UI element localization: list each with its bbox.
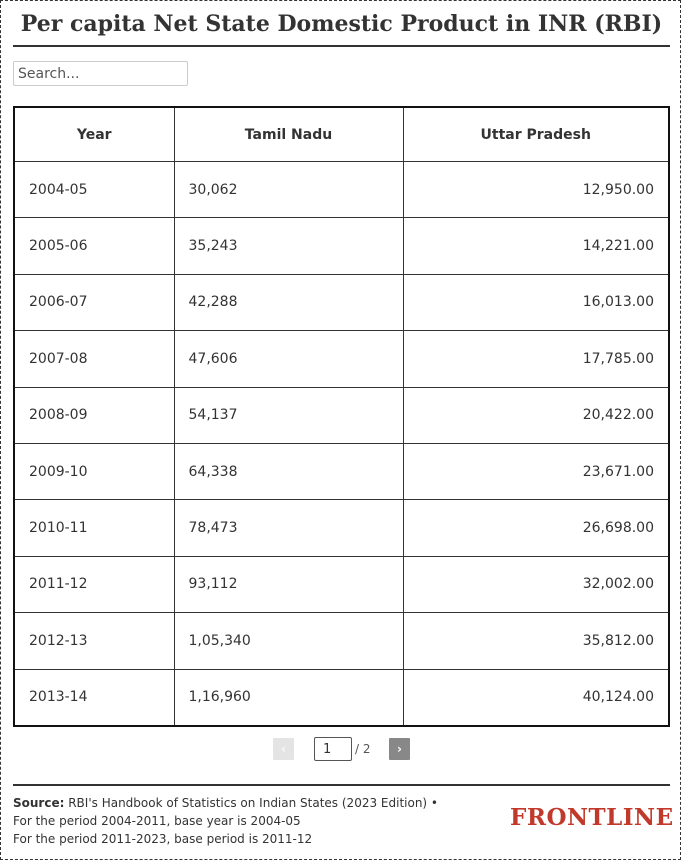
cell-tamil-nadu: 35,243 — [174, 218, 403, 274]
table-body — [14, 162, 669, 726]
search-input[interactable] — [13, 61, 188, 86]
table-row — [14, 500, 669, 556]
cell-uttar-pradesh: 23,671.00 — [403, 443, 669, 499]
table-row — [14, 556, 669, 612]
next-page-button[interactable]: › — [389, 738, 410, 760]
footer-notes — [13, 794, 438, 848]
pagination — [0, 737, 681, 761]
cell-year: 2007-08 — [14, 331, 174, 387]
column-header-year[interactable]: Year — [14, 107, 174, 162]
title-divider — [13, 45, 670, 47]
cell-tamil-nadu: 47,606 — [174, 331, 403, 387]
cell-year: 2008-09 — [14, 387, 174, 443]
cell-year: 2010-11 — [14, 500, 174, 556]
previous-page-button[interactable]: ‹ — [273, 738, 294, 760]
cell-tamil-nadu: 93,112 — [174, 556, 403, 612]
cell-year: 2004-05 — [14, 162, 174, 218]
frontline-logo: FRONTLINE — [510, 804, 674, 831]
footer-divider — [13, 784, 670, 786]
footer-note-2: For the period 2011-2023, base period is 2011-12 — [13, 832, 313, 846]
column-header-tamil-nadu[interactable]: Tamil Nadu — [174, 107, 403, 162]
source-line — [13, 794, 438, 812]
column-header-uttar-pradesh[interactable]: Uttar Pradesh — [403, 107, 669, 162]
cell-uttar-pradesh: 16,013.00 — [403, 274, 669, 330]
table-row — [14, 387, 669, 443]
cell-uttar-pradesh: 20,422.00 — [403, 387, 669, 443]
table-row — [14, 162, 669, 218]
cell-uttar-pradesh: 26,698.00 — [403, 500, 669, 556]
cell-tamil-nadu: 64,338 — [174, 443, 403, 499]
table-row — [14, 613, 669, 669]
footer-note-1: For the period 2004-2011, base year is 2004-05 — [13, 814, 301, 828]
cell-tamil-nadu: 54,137 — [174, 387, 403, 443]
cell-uttar-pradesh: 32,002.00 — [403, 556, 669, 612]
cell-uttar-pradesh: 35,812.00 — [403, 613, 669, 669]
table-row — [14, 274, 669, 330]
cell-year: 2006-07 — [14, 274, 174, 330]
source-label: Source: — [13, 796, 65, 810]
cell-year: 2011-12 — [14, 556, 174, 612]
page-number-input[interactable] — [314, 737, 352, 761]
cell-uttar-pradesh: 14,221.00 — [403, 218, 669, 274]
data-table — [13, 106, 670, 727]
table-row — [14, 331, 669, 387]
cell-uttar-pradesh: 40,124.00 — [403, 669, 669, 726]
table-row — [14, 218, 669, 274]
source-text: RBI's Handbook of Statistics on Indian States (2023 Edition) • — [64, 796, 438, 810]
cell-year: 2009-10 — [14, 443, 174, 499]
cell-year: 2005-06 — [14, 218, 174, 274]
chart-title: Per capita Net State Domestic Product in INR (RBI) — [20, 11, 663, 37]
cell-tamil-nadu: 1,16,960 — [174, 669, 403, 726]
table-header-row — [14, 107, 669, 162]
cell-year: 2012-13 — [14, 613, 174, 669]
page-total-label: / 2 — [355, 742, 371, 756]
cell-uttar-pradesh: 12,950.00 — [403, 162, 669, 218]
cell-uttar-pradesh: 17,785.00 — [403, 331, 669, 387]
cell-tamil-nadu: 78,473 — [174, 500, 403, 556]
table-row — [14, 669, 669, 726]
table-row — [14, 443, 669, 499]
cell-tamil-nadu: 1,05,340 — [174, 613, 403, 669]
cell-tamil-nadu: 42,288 — [174, 274, 403, 330]
cell-year: 2013-14 — [14, 669, 174, 726]
cell-tamil-nadu: 30,062 — [174, 162, 403, 218]
